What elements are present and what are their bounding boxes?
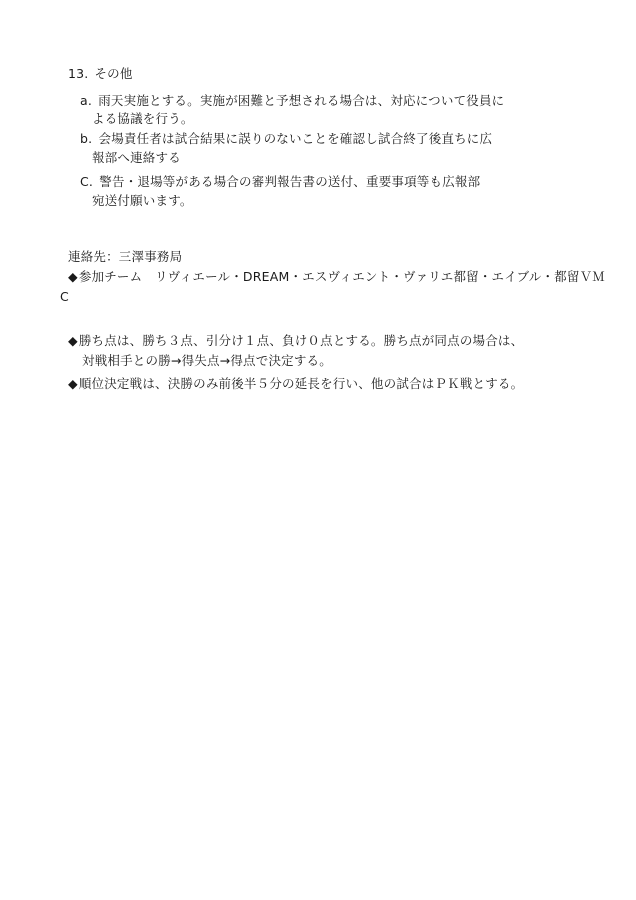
list-marker-c: C. bbox=[80, 174, 94, 189]
rule-points-line-1 bbox=[68, 333, 523, 349]
list-item-text: 会場責任者は試合結果に誤りのないことを確認し試合終了後直ちに広 bbox=[98, 131, 493, 146]
teams-line-1 bbox=[68, 269, 605, 285]
rule-ranking-line-1 bbox=[68, 376, 523, 392]
diamond-bullet-icon: ◆ bbox=[68, 269, 78, 284]
teams-line-2: C bbox=[60, 289, 69, 304]
list-item-text: 雨天実施とする。実施が困難と予想される場合は、対応について役員に bbox=[98, 93, 505, 108]
diamond-bullet-icon: ◆ bbox=[68, 376, 78, 391]
section-heading bbox=[68, 66, 133, 82]
list-item-text: 警告・退場等がある場合の審判報告書の送付、重要事項等も広報部 bbox=[99, 174, 481, 189]
list-marker-b: b. bbox=[80, 131, 93, 146]
list-item-a-line-2: よる協議を行う。 bbox=[92, 111, 194, 126]
section-number: 13. bbox=[68, 66, 89, 81]
list-item-a-line-1 bbox=[80, 93, 504, 109]
rule-points-line-2: 対戦相手との勝→得失点→得点で決定する。 bbox=[82, 353, 332, 368]
rule-text: 勝ち点は、勝ち３点、引分け１点、負け０点とする。勝ち点が同点の場合は、 bbox=[78, 333, 524, 348]
diamond-bullet-icon: ◆ bbox=[68, 333, 78, 348]
list-item-b-line-1 bbox=[80, 131, 492, 147]
teams-text: 参加チーム リヴィエール・DREAM・エスヴィエント・ヴァリエ都留・エイブル・都留ＶＭ bbox=[78, 269, 605, 284]
list-marker-a: a. bbox=[80, 93, 93, 108]
list-item-c-line-2: 宛送付願います。 bbox=[92, 193, 193, 208]
list-item-b-line-2: 報部へ連絡する bbox=[92, 150, 181, 165]
list-item-c-line-1 bbox=[80, 174, 480, 190]
rule-text: 順位決定戦は、決勝のみ前後半５分の延長を行い、他の試合はＰＫ戦とする。 bbox=[78, 376, 524, 391]
contact-line: 連絡先：三澤事務局 bbox=[68, 249, 183, 264]
section-title: その他 bbox=[94, 66, 133, 81]
